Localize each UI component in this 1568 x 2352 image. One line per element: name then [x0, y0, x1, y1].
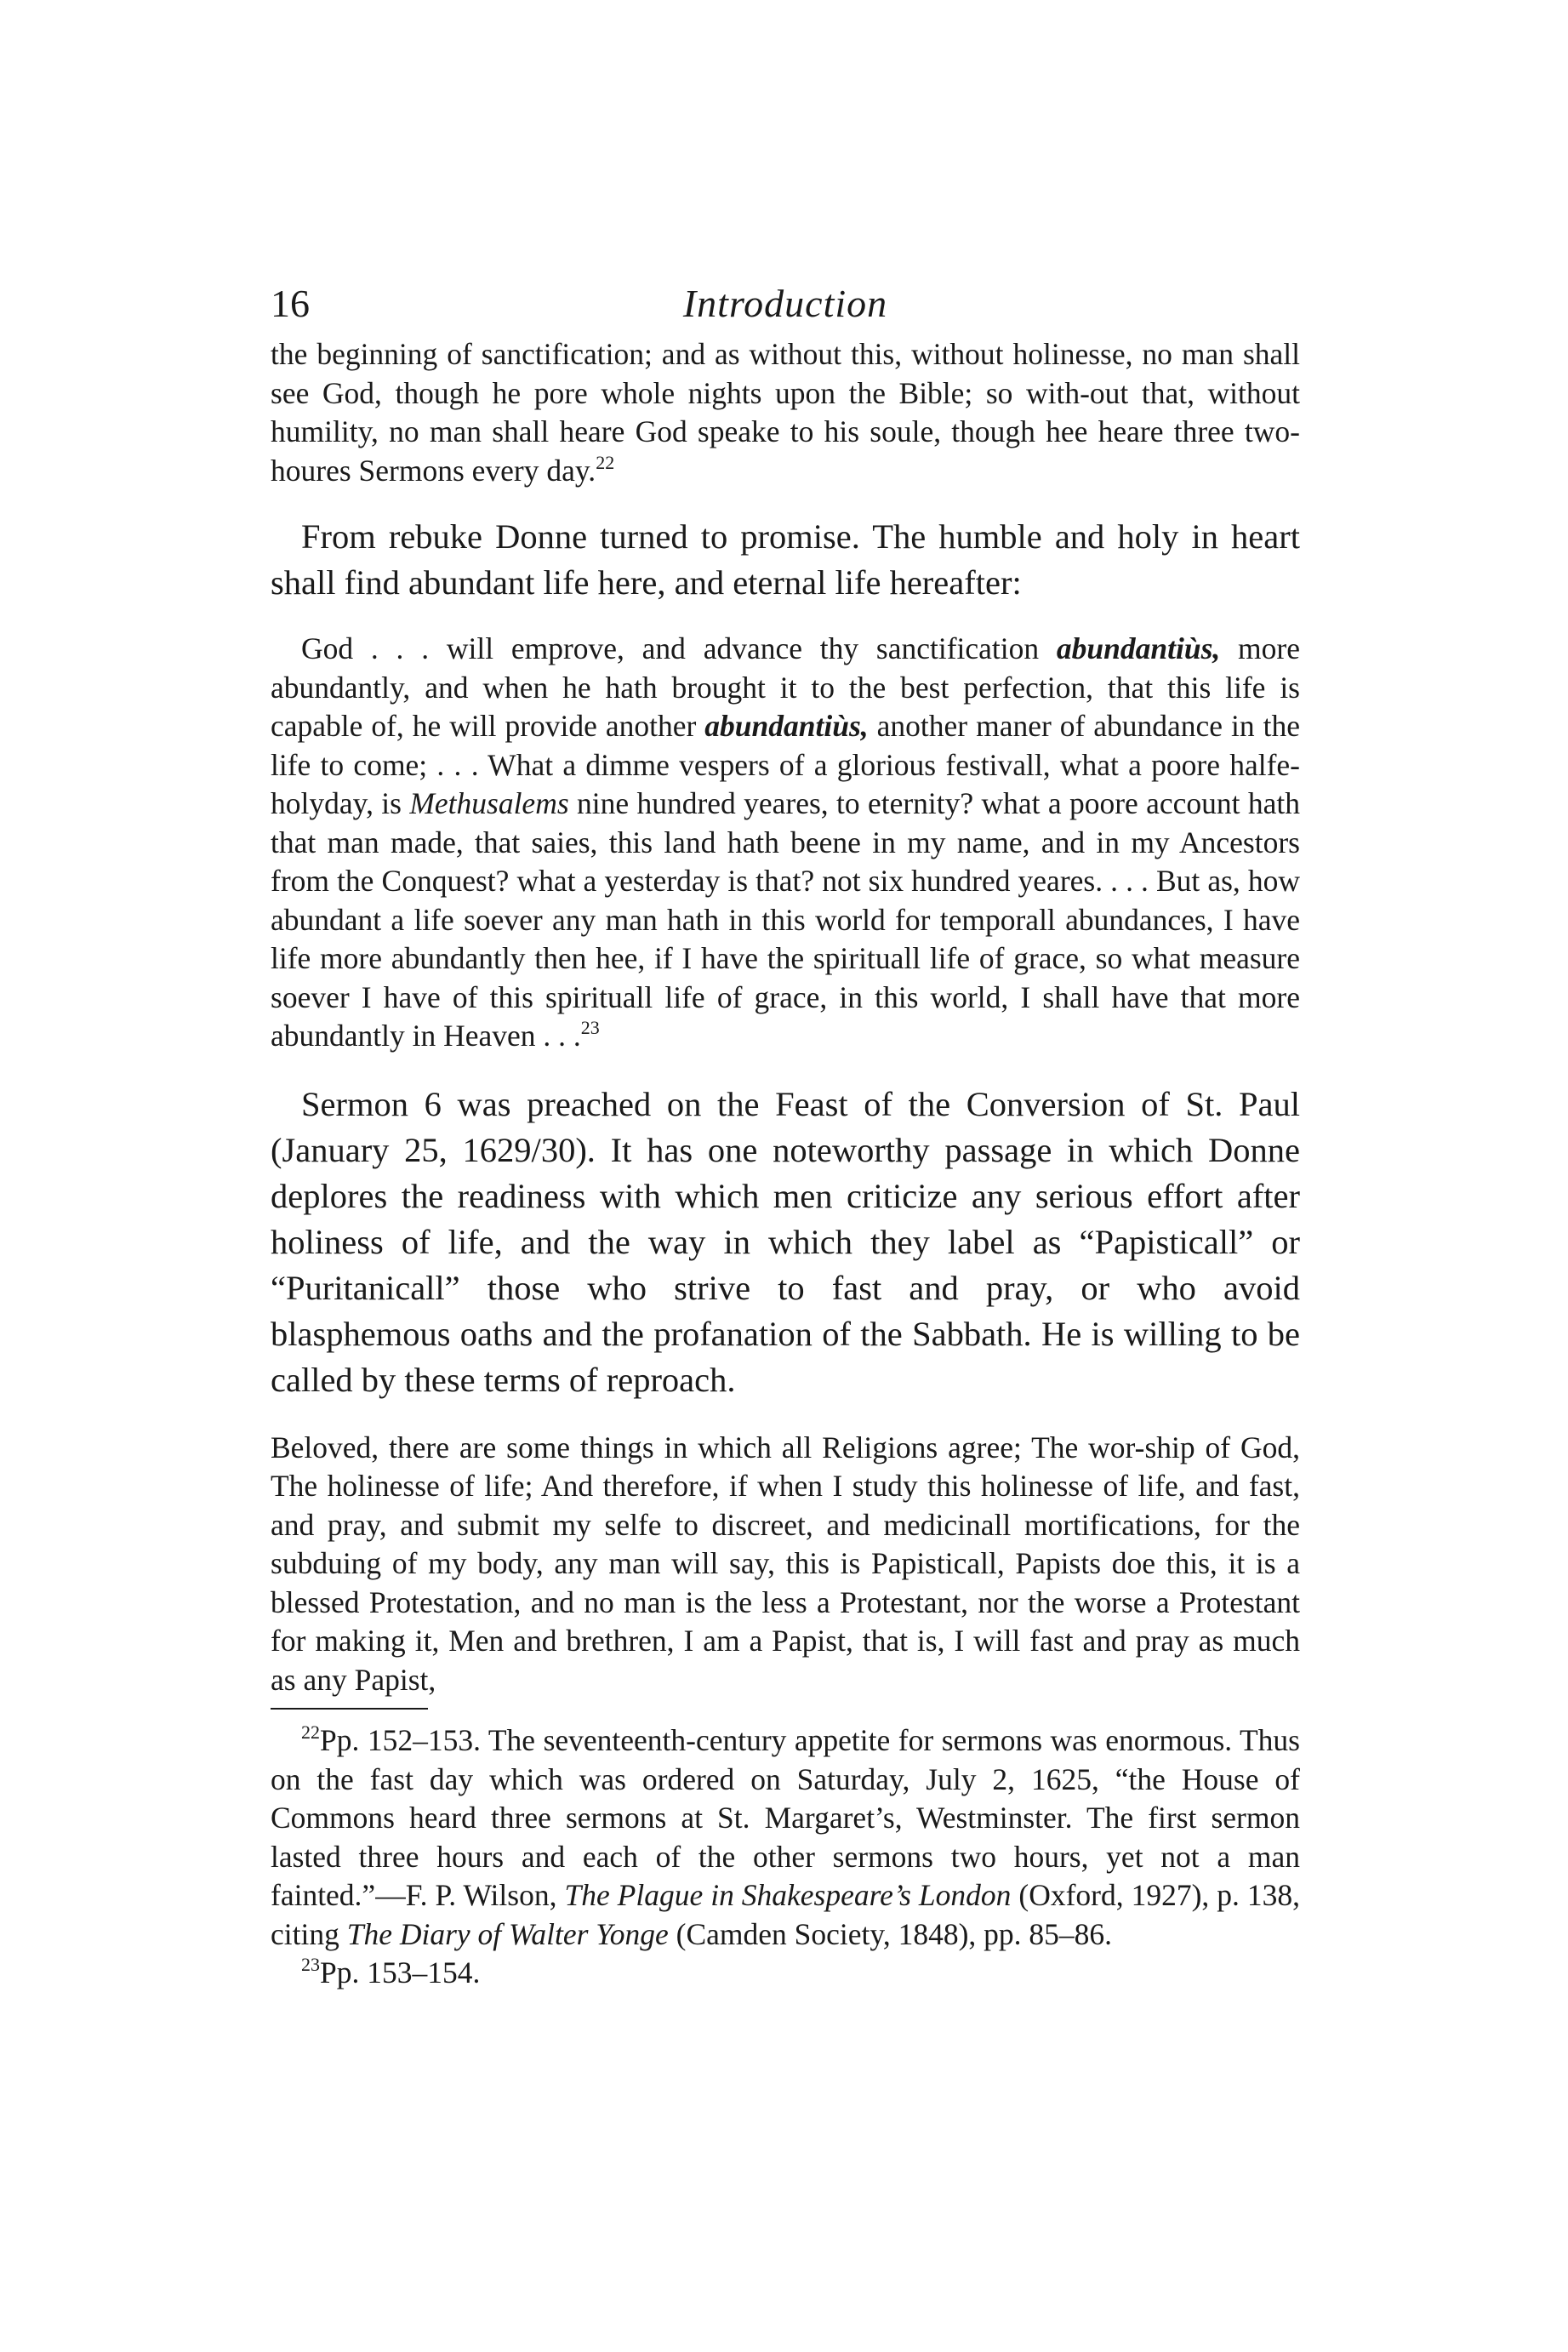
footnote-22-text-b: (Oxford, 1927), p. 138, citing — [271, 1878, 1300, 1951]
quote-2-text-b: more abundantly, and when he hath brought it to the best perfection, that this life is capable of, he will provide another — [271, 631, 1300, 743]
quote-1-text: the beginning of sanctification; and as without this, without holinesse, no man shall see God, though he pore whole nights upon the Bible; so with-out that, without humility, no man shall heare God speake to his soule, though hee heare three two-houres Sermons every day. — [271, 337, 1300, 488]
footnote-22-text-c: (Camden Society, 1848), pp. 85–86. — [668, 1916, 1113, 1951]
quote-2-text-c: another maner of abundance in the life to come; . . . What a dimme vespers of a glorious festivall, what a poore halfe-holyday, is — [271, 709, 1300, 820]
body-paragraph-1: From rebuke Donne turned to promise. The humble and holy in heart shall find abundant life here, and eternal life hereafter: — [271, 517, 1300, 602]
quote-2-text-d: nine hundred yeares, to eternity? what a poore account hath that man made, that saies, this land hath beene in my name, and in my Ancestors from the Conquest? what a yesterday is that? not six hundred yeares. . . . But as, how abundant a life soever any man hath in this world for temporall abundances, I have life more abundantly then hee, if I have the spirituall life of grace, so what measure soever I have of this spirituall life of grace, in this world, I shall have that more abundantly in Heaven . . . — [271, 786, 1300, 1053]
footnote-23 — [271, 1954, 1300, 1993]
quote-2-latin-1: abundantiùs, — [1056, 631, 1221, 665]
quote-2-latin-2: abundantiùs, — [704, 709, 869, 743]
quote-2-name-italic: Methusalems — [409, 786, 569, 820]
quote-2-text-a: God . . . will emprove, and advance thy sanctification — [301, 631, 1057, 665]
footnote-22-title-2: The Diary of Walter Yonge — [346, 1916, 669, 1951]
footnote-rule — [271, 1708, 428, 1710]
footnote-23-text: Pp. 153–154. — [320, 1955, 481, 1989]
footnote-22-text-a: Pp. 152–153. The seventeenth-century appetite for sermons was enormous. Thus on the fast day which was ordered on Saturday, July 2, 1625, “the House of Commons heard three sermons at St. Margaret’s, Westminster. The first sermon lasted three hours and each of the other sermons two hours, yet not a man fainted.”—F. P. Wilson, — [271, 1723, 1300, 1912]
body-paragraph-2: Sermon 6 was preached on the Feast of the Conversion of St. Paul (January 25, 1629/30). It has one noteworthy passage in which Donne deplores the readiness with which men criticize any serious effort after holiness of life, and the way in which they label as “Papisticall” or “Puritanicall” those who strive to fast and pray, or who avoid blasphemous oaths and the profanation of the Sabbath. He is willing to be called by these terms of reproach. — [271, 1084, 1300, 1399]
page-header — [271, 281, 1300, 335]
footnote-ref-23: 23 — [580, 1017, 600, 1038]
block-quote-3: Beloved, there are some things in which all Religions agree; The wor-ship of God, The holinesse of life; And therefore, if when I study this holinesse of life, and fast, and pray, and submit my selfe to discreet, and medicinall mortifications, for the subduing of my body, any man will say, this is Papisticall, Papists doe this, it is a blessed Protestation, and no man is the less a Protestant, nor the worse a Protestant for making it, Men and brethren, I am a Papist, that is, I will fast and pray as much as any Papist, — [271, 1430, 1300, 1697]
footnote-22-title-1: The Plague in Shakespeare’s London — [564, 1878, 1012, 1912]
footnote-23-number: 23 — [301, 1954, 320, 1975]
running-head: Introduction — [682, 282, 888, 325]
block-quote-2 — [271, 630, 1300, 1056]
footnote-22-number: 22 — [301, 1721, 320, 1743]
book-page — [271, 281, 1300, 1993]
block-quote-1 — [271, 335, 1300, 490]
footnote-22 — [271, 1721, 1300, 1954]
page-number: 16 — [271, 282, 310, 325]
footnote-ref-22: 22 — [596, 451, 615, 473]
